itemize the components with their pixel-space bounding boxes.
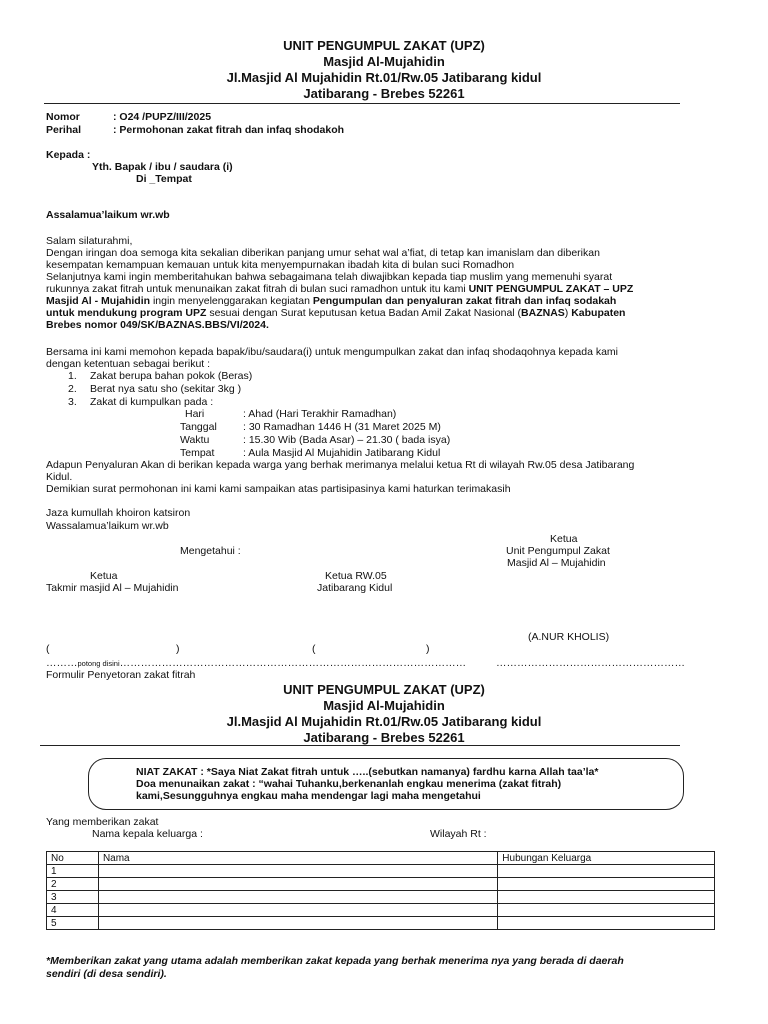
cut-dots-1: ……………………………………………………………………………………… — [119, 657, 467, 669]
closing-1: Jaza kumullah khoiron katsiron — [46, 507, 191, 519]
para4: Demikian surat permohonan ini kami kami sampaikan atas partisipasinya kami haturkan terimakasih — [46, 483, 511, 495]
niat-line2: Doa menunaikan zakat : “wahai Tuhanku,berkenanlah engkau menerima (zakat fitrah) — [136, 778, 562, 790]
note-line2: sendiri (di desa sendiri). — [46, 968, 167, 980]
sig-ketua-rw: Ketua RW.05 — [325, 570, 387, 582]
sig-rw-place: Jatibarang Kidul — [317, 582, 393, 594]
relation-cell[interactable] — [498, 904, 715, 917]
col-hubungan: Hubungan Keluarga — [498, 852, 715, 865]
masjid-bold: Masjid Al - Mujahidin — [46, 295, 151, 307]
para1-line7 — [46, 307, 625, 320]
form-org-title: UNIT PENGUMPUL ZAKAT (UPZ) — [283, 682, 485, 697]
row-number: 4 — [47, 904, 99, 917]
col-no: No — [47, 852, 99, 865]
para2-line1: Bersama ini kami memohon kepada bapak/ibu/saudara(i) untuk mengumpulkan zakat dan infaq shodaqohnya kepada kami — [46, 346, 619, 358]
para2-line2: dengan ketentuan sebagai berikut : — [46, 358, 211, 370]
head-of-family-label: Nama kepala keluarga : — [92, 828, 203, 840]
para3-line2: Kidul. — [46, 471, 73, 483]
activity-bold: Pengumpulan dan penyaluran zakat fitrah dan infaq sodakah — [312, 295, 617, 307]
item-1-num: 1. — [68, 370, 77, 382]
org-title: UNIT PENGUMPUL ZAKAT (UPZ) — [283, 38, 485, 53]
sig-masjid: Masjid Al – Mujahidin — [507, 557, 606, 569]
schedule-date-label: Tanggal — [180, 421, 217, 433]
name-cell[interactable] — [98, 917, 497, 930]
schedule-time-value: : 15.30 Wib (Bada Asar) – 21.30 ( bada isya) — [243, 434, 451, 446]
form-org-mosque: Masjid Al-Mujahidin — [323, 698, 445, 713]
relation-cell[interactable] — [498, 891, 715, 904]
cut-label: potong disini — [77, 659, 120, 668]
para1-line7-paren: ) — [564, 307, 572, 319]
schedule-place-value: : Aula Masjid Al Mujahidin Jatibarang Kidul — [243, 447, 441, 459]
para1-line8: Brebes nomor 049/SK/BAZNAS.BBS/VI/2024. — [46, 319, 269, 331]
org-mosque: Masjid Al-Mujahidin — [323, 54, 445, 69]
row-number: 1 — [47, 865, 99, 878]
sig-ketua-upz: Ketua — [550, 533, 578, 545]
para1-line1: Salam silaturahmi, — [46, 235, 133, 247]
greeting: Assalamua’laikum wr.wb — [46, 209, 170, 221]
family-table — [46, 851, 715, 930]
note-line1: *Memberikan zakat yang utama adalah memberikan zakat kepada yang berhak menerima nya yang berada di daerah — [46, 955, 624, 967]
schedule-date-value: : 30 Ramadhan 1446 H (31 Maret 2025 M) — [243, 421, 441, 433]
kepada-label: Kepada : — [46, 149, 91, 161]
name-cell[interactable] — [98, 865, 497, 878]
form-title: Formulir Penyetoran zakat fitrah — [46, 669, 196, 681]
recipient-place: Di _Tempat — [136, 173, 192, 185]
sig-takmir: Takmir masjid Al – Mujahidin — [46, 582, 179, 594]
schedule-day-value: : Ahad (Hari Terakhir Ramadhan) — [243, 408, 397, 420]
relation-cell[interactable] — [498, 878, 715, 891]
schedule-place-label: Tempat — [180, 447, 215, 459]
perihal-value: : Permohonan zakat fitrah dan infaq shodakoh — [113, 124, 345, 136]
table-row — [47, 865, 715, 878]
form-header-divider — [40, 745, 680, 746]
recipient: Yth. Bapak / ibu / saudara (i) — [92, 161, 233, 173]
form-org-address: Jl.Masjid Al Mujahidin Rt.01/Rw.05 Jatibarang kidul — [226, 714, 542, 729]
relation-cell[interactable] — [498, 865, 715, 878]
sig-paren-open-1: ( — [46, 643, 50, 655]
baznas-bold: BAZNAS — [521, 307, 565, 319]
sig-mengetahui: Mengetahui : — [180, 545, 241, 557]
table-row — [47, 904, 715, 917]
area-label: Wilayah Rt : — [430, 828, 487, 840]
sig-upz: Unit Pengumpul Zakat — [506, 545, 610, 557]
row-number: 5 — [47, 917, 99, 930]
row-number: 2 — [47, 878, 99, 891]
program-bold: untuk mendukung program UPZ — [46, 307, 207, 319]
sig-paren-close-2: ) — [426, 643, 430, 655]
perihal-label: Perihal — [46, 124, 82, 136]
table-header-row — [47, 852, 715, 865]
org-address: Jl.Masjid Al Mujahidin Rt.01/Rw.05 Jatibarang kidul — [226, 70, 542, 85]
item-2-num: 2. — [68, 383, 77, 395]
para1-line5 — [46, 283, 633, 296]
upz-name-bold: UNIT PENGUMPUL ZAKAT – UPZ — [468, 283, 634, 295]
para1-line5-text: rukunnya zakat fitrah untuk menunaikan zakat fitrah di bulan suci ramadhon untuk itu kami — [46, 283, 469, 295]
para1-line6-text: ingin menyelenggarakan kegiatan — [150, 295, 313, 307]
name-cell[interactable] — [98, 904, 497, 917]
form-org-city: Jatibarang - Brebes 52261 — [303, 730, 465, 745]
header-divider — [44, 103, 680, 104]
name-cell[interactable] — [98, 891, 497, 904]
table-row — [47, 878, 715, 891]
para1-line3: kesempatan kemampuan kemauan untuk kita menyempurnakan ibadah kita di bulan suci Romadhon — [46, 259, 515, 271]
cut-dots-2: ……………………………………………… — [496, 657, 685, 669]
col-nama: Nama — [98, 852, 497, 865]
para3-line1: Adapun Penyaluran Akan di berikan kepada warga yang berhak merimanya melalui ketua Rt di wilayah Rw.05 desa Jatibarang — [46, 459, 635, 471]
item-2-text: Berat nya satu sho (sekitar 3kg ) — [90, 383, 242, 395]
name-cell[interactable] — [98, 878, 497, 891]
row-number: 3 — [47, 891, 99, 904]
para1-line4: Selanjutnya kami ingin memberitahukan bahwa sebagaimana telah diwajibkan kepada tiap muslim yang memenuhi syarat — [46, 271, 613, 283]
schedule-day-label: Hari — [185, 408, 205, 420]
para1-line7-text: sesuai dengan Surat keputusan ketua Badan Amil Zakat Nasional ( — [206, 307, 522, 319]
item-3-num: 3. — [68, 396, 77, 408]
para1-line2: Dengan iringan doa semoga kita sekalian diberikan panjang umur sehat wal a’fiat, di tetap kan imanislam dan diberikan — [46, 247, 600, 259]
giver-label: Yang memberikan zakat — [46, 816, 159, 828]
relation-cell[interactable] — [498, 917, 715, 930]
closing-2: Wassalamua’laikum wr.wb — [46, 520, 169, 532]
niat-line1: NIAT ZAKAT : *Saya Niat Zakat fitrah untuk …..(sebutkan namanya) fardhu karna Allah taa’la* — [136, 766, 599, 778]
item-1-text: Zakat berupa bahan pokok (Beras) — [90, 370, 253, 382]
org-city: Jatibarang - Brebes 52261 — [303, 86, 465, 101]
nomor-label: Nomor — [46, 111, 80, 123]
schedule-time-label: Waktu — [180, 434, 210, 446]
para1-line6 — [46, 295, 616, 308]
table-row — [47, 917, 715, 930]
sig-paren-open-2: ( — [312, 643, 316, 655]
item-3-text: Zakat di kumpulkan pada : — [90, 396, 214, 408]
sig-paren-close-1: ) — [176, 643, 180, 655]
sig-ketua-takmir: Ketua — [90, 570, 118, 582]
table-row — [47, 891, 715, 904]
cut-lead: ……… — [46, 657, 78, 669]
nomor-value: : O24 /PUPZ/III/2025 — [113, 111, 212, 123]
sig-name-upz: (A.NUR KHOLIS) — [528, 631, 610, 643]
kabupaten-bold: Kabupaten — [571, 307, 626, 319]
niat-line3: kami,Sesungguhnya engkau maha mendengar lagi maha mengetahui — [136, 790, 481, 802]
